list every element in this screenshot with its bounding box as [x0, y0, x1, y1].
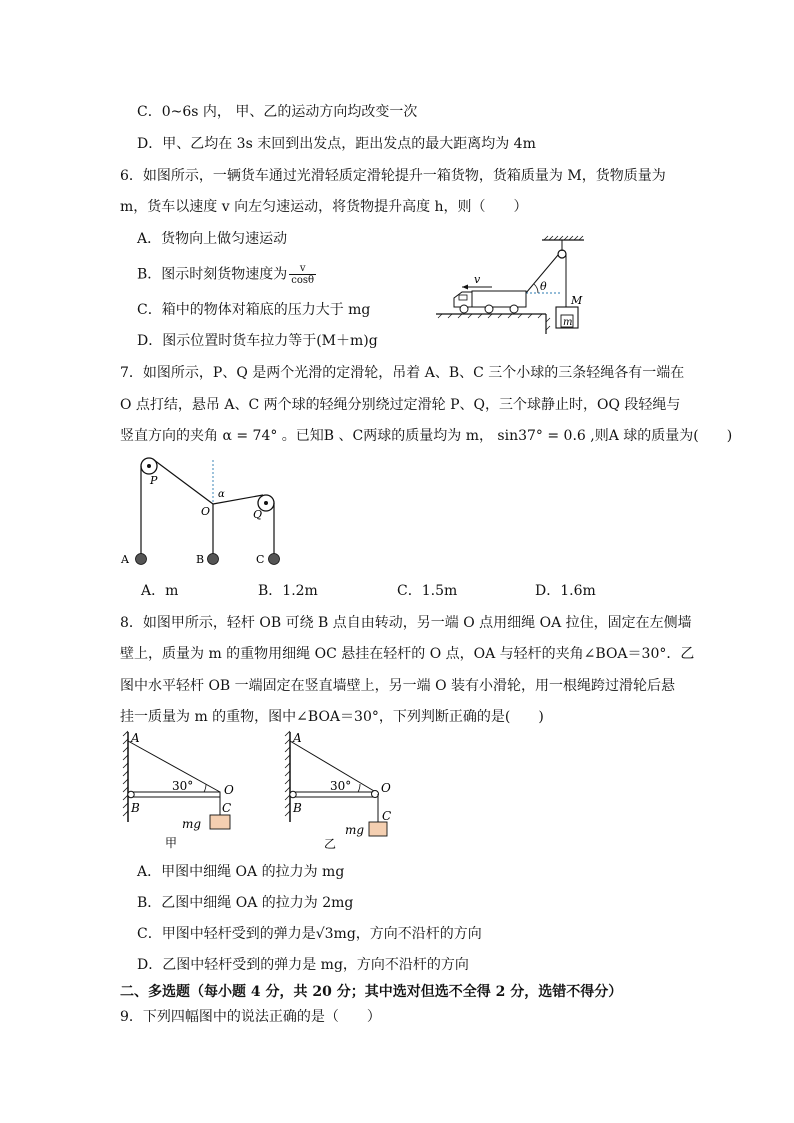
pulley-icon [558, 250, 566, 258]
q8-yi-a: A [293, 731, 302, 745]
q7-fig-alpha: α [218, 489, 225, 500]
fraction-numerator: v [289, 263, 316, 275]
ball-c [269, 554, 280, 565]
q6-option-d: D．图示位置时货车拉力等于(M＋m)g [137, 333, 378, 349]
q6-stem-line1: 6．如图所示，一辆货车通过光滑轻质定滑轮提升一箱货物，货箱质量为 M，货物质量为 [120, 168, 666, 184]
q6-option-b-text: B．图示时刻货物速度为 [137, 266, 288, 283]
q8-stem-line1: 8．如图甲所示，轻杆 OB 可绕 B 点自由转动，另一端 O 点用细绳 OA 拉住，固定在左侧墙 [120, 615, 692, 631]
section-heading-multiple-choice: 二、多选题（每小题 4 分，共 20 分；其中选对但选不全得 2 分，选错不得分） [120, 984, 623, 1000]
q7-option-a: A．m [141, 583, 179, 599]
q8-jia-angle: 30° [172, 779, 194, 793]
q8-option-c-pre: C．甲图中轻杆受到的弹力是 [137, 926, 316, 942]
q8-stem-line3: 图中水平轻杆 OB 一端固定在竖直墙壁上，另一端 O 装有小滑轮，用一根绳跨过滑轮后悬 [120, 678, 676, 694]
q7-fig-b: B [196, 553, 205, 566]
q8-jia-o: O [224, 783, 234, 797]
q8-stem-line2: 壁上，质量为 m 的重物用细绳 OC 悬挂在轻杆的 O 点，OA 与轻杆的夹角∠BOA＝30°．乙 [120, 646, 695, 662]
small-pulley-icon [372, 791, 379, 798]
q8-figure-jia [120, 730, 250, 850]
q8-yi-b: B [293, 801, 302, 815]
q7-figure [118, 455, 288, 570]
q6-stem-line2: m，货车以速度 v 向左匀速运动，将货物提升高度 h，则（ ） [120, 199, 528, 215]
q6-option-b [137, 263, 318, 286]
q6-fig-theta: θ [540, 280, 547, 293]
q8-yi-angle: 30° [330, 779, 352, 793]
q9-stem: 9．下列四幅图中的说法正确的是（ ） [120, 1009, 381, 1025]
q8-option-b: B．乙图中细绳 OA 的拉力为 2mg [137, 895, 354, 911]
q7-stem-line1: 7．如图所示，P、Q 是两个光滑的定滑轮，吊着 A、B、C 三个小球的三条轻绳各有一端在 [120, 365, 685, 381]
q6-figure [434, 236, 594, 326]
fraction [289, 263, 316, 286]
q5-option-d: D．甲、乙均在 3s 末回到出发点，距出发点的最大距离均为 4m [137, 136, 536, 152]
q8-stem-line4: 挂一质量为 m 的重物，图中∠BOA＝30°，下列判断正确的是( ) [120, 709, 544, 725]
q8-option-a: A．甲图中细绳 OA 的拉力为 mg [137, 864, 345, 880]
q7-fig-c: C [256, 553, 265, 566]
q8-jia-label: 甲 [165, 836, 178, 850]
q8-jia-a: A [131, 731, 140, 745]
q7-stem-line3: 竖直方向的夹角 α = 74° 。已知B 、C两球的质量均为 m， sin37° = 0.6 ,则A 球的质量为( ) [120, 428, 733, 444]
q8-jia-c: C [222, 801, 232, 815]
q6-fig-v: v [474, 273, 481, 286]
q8-option-d: D．乙图中轻杆受到的弹力是 mg，方向不沿杆的方向 [137, 957, 469, 973]
sqrt-three: √3 [315, 926, 334, 942]
q6-fig-m: m [563, 317, 573, 328]
weight-block [210, 815, 230, 829]
q7-fig-q: Q [253, 508, 263, 521]
ball-a [136, 554, 147, 565]
truck-icon [454, 291, 526, 313]
q7-stem-line2: O 点打结，悬吊 A、C 两个球的轻绳分别绕过定滑轮 P、Q，三个球静止时，OQ 段轻绳与 [120, 397, 681, 413]
q8-yi-mg: mg [345, 823, 365, 837]
ball-b [208, 554, 219, 565]
fraction-denominator: cosθ [291, 275, 315, 286]
q8-yi-c: C [382, 809, 392, 823]
weight-block [369, 822, 387, 836]
q7-option-d: D．1.6m [535, 583, 596, 599]
q6-fig-M: M [571, 294, 583, 307]
q8-yi-label: 乙 [324, 837, 337, 851]
q8-jia-mg: mg [182, 817, 202, 831]
q7-fig-p: P [150, 474, 158, 487]
q8-figure-yi [282, 730, 412, 850]
q6-option-a: A．货物向上做匀速运动 [137, 231, 288, 247]
q5-option-c: C．0~6s 内， 甲、乙的运动方向均改变一次 [137, 104, 418, 120]
q7-option-b: B．1.2m [258, 583, 318, 599]
q6-option-c: C．箱中的物体对箱底的压力大于 mg [137, 302, 371, 318]
q7-fig-a: A [121, 553, 129, 566]
q7-option-c: C．1.5m [397, 583, 458, 599]
q8-yi-o: O [381, 781, 391, 795]
q8-option-c-post: mg，方向不沿杆的方向 [333, 926, 482, 942]
q8-jia-b: B [131, 801, 140, 815]
q7-fig-o: O [201, 505, 211, 518]
q8-option-c [137, 924, 482, 944]
